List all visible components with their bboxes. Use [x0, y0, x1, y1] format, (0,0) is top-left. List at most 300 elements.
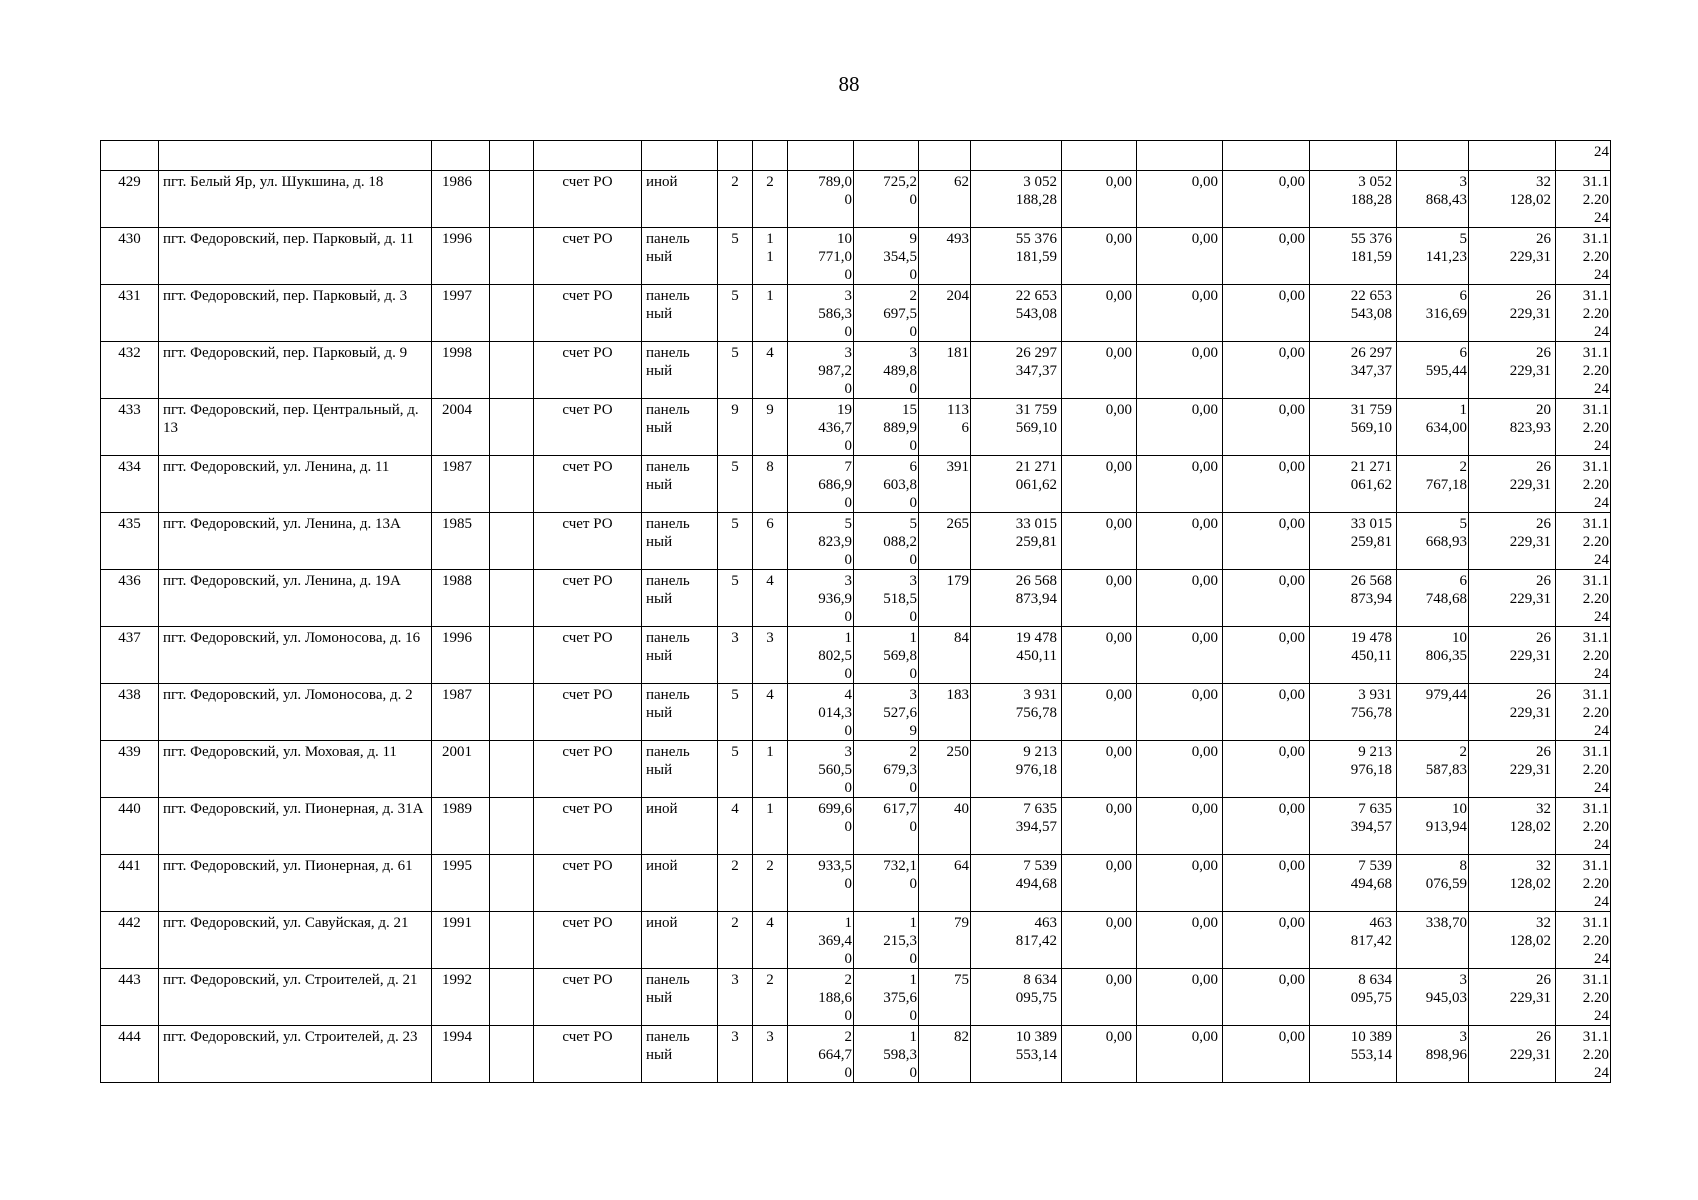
total-cost-cell: 10 389 553,14 [971, 1026, 1062, 1083]
year-cell: 1994 [432, 1026, 490, 1083]
completion-date-cell: 31.1 2.20 24 [1556, 570, 1611, 627]
row-number-cell: 438 [101, 684, 159, 741]
wall-material-cell: панель ный [642, 570, 718, 627]
entrances-cell: 2 [753, 171, 788, 228]
cost-cell: 0,00 [1062, 228, 1137, 285]
fund-cell: счет РО [534, 627, 642, 684]
empty-cell [490, 228, 534, 285]
total-area-cell: 19 436,7 0 [788, 399, 854, 456]
floors-cell: 3 [718, 627, 753, 684]
header-cell [1469, 141, 1556, 171]
cost-cell: 0,00 [1137, 627, 1223, 684]
header-last-cell: 24 [1556, 141, 1611, 171]
year-cell: 1988 [432, 570, 490, 627]
living-area-cell: 5 088,2 0 [854, 513, 919, 570]
total-cost-cell: 31 759 569,10 [971, 399, 1062, 456]
entrances-cell: 3 [753, 627, 788, 684]
cost-cell: 0,00 [1137, 171, 1223, 228]
total-cost-cell: 26 297 347,37 [971, 342, 1062, 399]
year-cell: 1987 [432, 456, 490, 513]
entrances-cell: 4 [753, 342, 788, 399]
cost-cell: 0,00 [1223, 570, 1310, 627]
wall-material-cell: иной [642, 798, 718, 855]
regional-fund-cost-cell: 8 634 095,75 [1310, 969, 1397, 1026]
address-cell: пгт. Федоровский, ул. Строителей, д. 23 [159, 1026, 432, 1083]
residents-cell: 181 [919, 342, 971, 399]
cost-cell: 0,00 [1223, 228, 1310, 285]
cost-cell: 0,00 [1223, 855, 1310, 912]
regional-fund-cost-cell: 55 376 181,59 [1310, 228, 1397, 285]
floors-cell: 2 [718, 912, 753, 969]
fund-cell: счет РО [534, 513, 642, 570]
unit-cost-cell: 10 806,35 [1397, 627, 1469, 684]
header-row [101, 141, 1611, 171]
floors-cell: 5 [718, 684, 753, 741]
row-number-cell: 444 [101, 1026, 159, 1083]
living-area-cell: 2 697,5 0 [854, 285, 919, 342]
header-cell [919, 141, 971, 171]
living-area-cell: 1 569,8 0 [854, 627, 919, 684]
floors-cell: 3 [718, 969, 753, 1026]
residents-cell: 493 [919, 228, 971, 285]
row-number-cell: 429 [101, 171, 159, 228]
limit-cost-cell: 26 229,31 [1469, 228, 1556, 285]
regional-fund-cost-cell: 7 539 494,68 [1310, 855, 1397, 912]
wall-material-cell: панель ный [642, 399, 718, 456]
limit-cost-cell: 26 229,31 [1469, 969, 1556, 1026]
wall-material-cell: панель ный [642, 342, 718, 399]
cost-cell: 0,00 [1062, 855, 1137, 912]
residents-cell: 84 [919, 627, 971, 684]
address-cell: пгт. Федоровский, ул. Ломоносова, д. 16 [159, 627, 432, 684]
limit-cost-cell: 26 229,31 [1469, 741, 1556, 798]
year-cell: 1991 [432, 912, 490, 969]
total-area-cell: 1 369,4 0 [788, 912, 854, 969]
year-cell: 1995 [432, 855, 490, 912]
fund-cell: счет РО [534, 456, 642, 513]
cost-cell: 0,00 [1223, 627, 1310, 684]
unit-cost-cell: 6 748,68 [1397, 570, 1469, 627]
total-area-cell: 1 802,5 0 [788, 627, 854, 684]
unit-cost-cell: 10 913,94 [1397, 798, 1469, 855]
unit-cost-cell: 6 595,44 [1397, 342, 1469, 399]
living-area-cell: 3 527,6 9 [854, 684, 919, 741]
residents-cell: 250 [919, 741, 971, 798]
regional-fund-cost-cell: 7 635 394,57 [1310, 798, 1397, 855]
total-area-cell: 3 987,2 0 [788, 342, 854, 399]
total-cost-cell: 21 271 061,62 [971, 456, 1062, 513]
empty-cell [490, 399, 534, 456]
residents-cell: 113 6 [919, 399, 971, 456]
header-cell [1062, 141, 1137, 171]
wall-material-cell: панель ный [642, 741, 718, 798]
regional-fund-cost-cell: 22 653 543,08 [1310, 285, 1397, 342]
living-area-cell: 15 889,9 0 [854, 399, 919, 456]
cost-cell: 0,00 [1062, 684, 1137, 741]
total-cost-cell: 463 817,42 [971, 912, 1062, 969]
completion-date-cell: 31.1 2.20 24 [1556, 627, 1611, 684]
year-cell: 2001 [432, 741, 490, 798]
cost-cell: 0,00 [1137, 228, 1223, 285]
table-row [101, 456, 1611, 513]
regional-fund-cost-cell: 19 478 450,11 [1310, 627, 1397, 684]
completion-date-cell: 31.1 2.20 24 [1556, 969, 1611, 1026]
fund-cell: счет РО [534, 342, 642, 399]
registry-table [100, 140, 1611, 1083]
floors-cell: 2 [718, 171, 753, 228]
unit-cost-cell: 3 898,96 [1397, 1026, 1469, 1083]
cost-cell: 0,00 [1062, 513, 1137, 570]
cost-cell: 0,00 [1062, 342, 1137, 399]
cost-cell: 0,00 [1137, 285, 1223, 342]
year-cell: 1989 [432, 798, 490, 855]
row-number-cell: 442 [101, 912, 159, 969]
cost-cell: 0,00 [1062, 741, 1137, 798]
total-area-cell: 933,5 0 [788, 855, 854, 912]
table-row [101, 570, 1611, 627]
floors-cell: 5 [718, 513, 753, 570]
row-number-cell: 431 [101, 285, 159, 342]
header-cell [753, 141, 788, 171]
completion-date-cell: 31.1 2.20 24 [1556, 798, 1611, 855]
table-row [101, 798, 1611, 855]
address-cell: пгт. Федоровский, ул. Пионерная, д. 31А [159, 798, 432, 855]
completion-date-cell: 31.1 2.20 24 [1556, 342, 1611, 399]
header-cell [1137, 141, 1223, 171]
header-cell [432, 141, 490, 171]
cost-cell: 0,00 [1062, 570, 1137, 627]
total-area-cell: 3 586,3 0 [788, 285, 854, 342]
table-row [101, 684, 1611, 741]
wall-material-cell: панель ный [642, 513, 718, 570]
cost-cell: 0,00 [1137, 1026, 1223, 1083]
cost-cell: 0,00 [1062, 798, 1137, 855]
total-cost-cell: 9 213 976,18 [971, 741, 1062, 798]
header-cell [971, 141, 1062, 171]
wall-material-cell: панель ный [642, 228, 718, 285]
floors-cell: 5 [718, 342, 753, 399]
total-cost-cell: 7 635 394,57 [971, 798, 1062, 855]
floors-cell: 5 [718, 228, 753, 285]
row-number-cell: 436 [101, 570, 159, 627]
cost-cell: 0,00 [1223, 285, 1310, 342]
year-cell: 1986 [432, 171, 490, 228]
total-area-cell: 789,0 0 [788, 171, 854, 228]
unit-cost-cell: 3 868,43 [1397, 171, 1469, 228]
cost-cell: 0,00 [1137, 513, 1223, 570]
completion-date-cell: 31.1 2.20 24 [1556, 456, 1611, 513]
cost-cell: 0,00 [1137, 855, 1223, 912]
year-cell: 1985 [432, 513, 490, 570]
entrances-cell: 1 [753, 285, 788, 342]
address-cell: пгт. Федоровский, ул. Пионерная, д. 61 [159, 855, 432, 912]
address-cell: пгт. Федоровский, ул. Моховая, д. 11 [159, 741, 432, 798]
header-cell [788, 141, 854, 171]
empty-cell [490, 741, 534, 798]
header-cell [1310, 141, 1397, 171]
entrances-cell: 4 [753, 912, 788, 969]
total-area-cell: 7 686,9 0 [788, 456, 854, 513]
total-area-cell: 2 188,6 0 [788, 969, 854, 1026]
header-cell [159, 141, 432, 171]
regional-fund-cost-cell: 463 817,42 [1310, 912, 1397, 969]
residents-cell: 183 [919, 684, 971, 741]
cost-cell: 0,00 [1137, 741, 1223, 798]
cost-cell: 0,00 [1223, 342, 1310, 399]
header-cell [1397, 141, 1469, 171]
regional-fund-cost-cell: 26 568 873,94 [1310, 570, 1397, 627]
residents-cell: 79 [919, 912, 971, 969]
address-cell: пгт. Федоровский, ул. Ленина, д. 19А [159, 570, 432, 627]
empty-cell [490, 1026, 534, 1083]
floors-cell: 9 [718, 399, 753, 456]
completion-date-cell: 31.1 2.20 24 [1556, 855, 1611, 912]
cost-cell: 0,00 [1062, 456, 1137, 513]
fund-cell: счет РО [534, 570, 642, 627]
total-area-cell: 4 014,3 0 [788, 684, 854, 741]
cost-cell: 0,00 [1137, 912, 1223, 969]
living-area-cell: 3 518,5 0 [854, 570, 919, 627]
cost-cell: 0,00 [1223, 456, 1310, 513]
header-cell [490, 141, 534, 171]
cost-cell: 0,00 [1223, 969, 1310, 1026]
total-cost-cell: 8 634 095,75 [971, 969, 1062, 1026]
living-area-cell: 725,2 0 [854, 171, 919, 228]
residents-cell: 391 [919, 456, 971, 513]
address-cell: пгт. Федоровский, пер. Парковый, д. 3 [159, 285, 432, 342]
header-cell [642, 141, 718, 171]
address-cell: пгт. Федоровский, ул. Строителей, д. 21 [159, 969, 432, 1026]
floors-cell: 5 [718, 741, 753, 798]
floors-cell: 5 [718, 285, 753, 342]
limit-cost-cell: 26 229,31 [1469, 342, 1556, 399]
living-area-cell: 617,7 0 [854, 798, 919, 855]
regional-fund-cost-cell: 9 213 976,18 [1310, 741, 1397, 798]
living-area-cell: 2 679,3 0 [854, 741, 919, 798]
address-cell: пгт. Белый Яр, ул. Шукшина, д. 18 [159, 171, 432, 228]
year-cell: 1996 [432, 627, 490, 684]
fund-cell: счет РО [534, 912, 642, 969]
fund-cell: счет РО [534, 399, 642, 456]
regional-fund-cost-cell: 21 271 061,62 [1310, 456, 1397, 513]
header-cell [854, 141, 919, 171]
cost-cell: 0,00 [1062, 399, 1137, 456]
entrances-cell: 1 1 [753, 228, 788, 285]
empty-cell [490, 513, 534, 570]
row-number-cell: 434 [101, 456, 159, 513]
empty-cell [490, 684, 534, 741]
cost-cell: 0,00 [1223, 399, 1310, 456]
wall-material-cell: панель ный [642, 456, 718, 513]
living-area-cell: 732,1 0 [854, 855, 919, 912]
total-area-cell: 699,6 0 [788, 798, 854, 855]
total-cost-cell: 22 653 543,08 [971, 285, 1062, 342]
unit-cost-cell: 5 668,93 [1397, 513, 1469, 570]
wall-material-cell: иной [642, 855, 718, 912]
living-area-cell: 3 489,8 0 [854, 342, 919, 399]
wall-material-cell: иной [642, 171, 718, 228]
cost-cell: 0,00 [1223, 1026, 1310, 1083]
total-cost-cell: 3 931 756,78 [971, 684, 1062, 741]
cost-cell: 0,00 [1137, 342, 1223, 399]
limit-cost-cell: 32 128,02 [1469, 798, 1556, 855]
cost-cell: 0,00 [1137, 456, 1223, 513]
empty-cell [490, 912, 534, 969]
entrances-cell: 4 [753, 570, 788, 627]
cost-cell: 0,00 [1137, 969, 1223, 1026]
fund-cell: счет РО [534, 855, 642, 912]
entrances-cell: 3 [753, 1026, 788, 1083]
cost-cell: 0,00 [1137, 570, 1223, 627]
empty-cell [490, 627, 534, 684]
unit-cost-cell: 8 076,59 [1397, 855, 1469, 912]
address-cell: пгт. Федоровский, пер. Центральный, д. 13 [159, 399, 432, 456]
residents-cell: 62 [919, 171, 971, 228]
unit-cost-cell: 1 634,00 [1397, 399, 1469, 456]
regional-fund-cost-cell: 3 931 756,78 [1310, 684, 1397, 741]
entrances-cell: 8 [753, 456, 788, 513]
fund-cell: счет РО [534, 228, 642, 285]
total-cost-cell: 7 539 494,68 [971, 855, 1062, 912]
completion-date-cell: 31.1 2.20 24 [1556, 741, 1611, 798]
entrances-cell: 1 [753, 798, 788, 855]
wall-material-cell: панель ный [642, 1026, 718, 1083]
year-cell: 1992 [432, 969, 490, 1026]
table-row [101, 513, 1611, 570]
year-cell: 2004 [432, 399, 490, 456]
completion-date-cell: 31.1 2.20 24 [1556, 285, 1611, 342]
cost-cell: 0,00 [1062, 285, 1137, 342]
row-number-cell: 435 [101, 513, 159, 570]
wall-material-cell: иной [642, 912, 718, 969]
fund-cell: счет РО [534, 684, 642, 741]
living-area-cell: 1 598,3 0 [854, 1026, 919, 1083]
empty-cell [490, 342, 534, 399]
address-cell: пгт. Федоровский, ул. Ломоносова, д. 2 [159, 684, 432, 741]
residents-cell: 75 [919, 969, 971, 1026]
entrances-cell: 1 [753, 741, 788, 798]
living-area-cell: 9 354,5 0 [854, 228, 919, 285]
table-row [101, 627, 1611, 684]
year-cell: 1998 [432, 342, 490, 399]
wall-material-cell: панель ный [642, 969, 718, 1026]
table-row [101, 912, 1611, 969]
entrances-cell: 6 [753, 513, 788, 570]
table-row [101, 855, 1611, 912]
row-number-cell: 433 [101, 399, 159, 456]
table-row [101, 171, 1611, 228]
total-area-cell: 2 664,7 0 [788, 1026, 854, 1083]
cost-cell: 0,00 [1223, 684, 1310, 741]
table-row [101, 228, 1611, 285]
empty-cell [490, 855, 534, 912]
cost-cell: 0,00 [1223, 171, 1310, 228]
residents-cell: 82 [919, 1026, 971, 1083]
unit-cost-cell: 2 767,18 [1397, 456, 1469, 513]
row-number-cell: 439 [101, 741, 159, 798]
limit-cost-cell: 26 229,31 [1469, 570, 1556, 627]
row-number-cell: 441 [101, 855, 159, 912]
empty-cell [490, 456, 534, 513]
row-number-cell: 443 [101, 969, 159, 1026]
empty-cell [490, 171, 534, 228]
regional-fund-cost-cell: 3 052 188,28 [1310, 171, 1397, 228]
address-cell: пгт. Федоровский, ул. Савуйская, д. 21 [159, 912, 432, 969]
empty-cell [490, 570, 534, 627]
unit-cost-cell: 338,70 [1397, 912, 1469, 969]
fund-cell: счет РО [534, 171, 642, 228]
table-row [101, 399, 1611, 456]
regional-fund-cost-cell: 33 015 259,81 [1310, 513, 1397, 570]
cost-cell: 0,00 [1223, 513, 1310, 570]
total-cost-cell: 19 478 450,11 [971, 627, 1062, 684]
residents-cell: 64 [919, 855, 971, 912]
year-cell: 1997 [432, 285, 490, 342]
cost-cell: 0,00 [1223, 741, 1310, 798]
cost-cell: 0,00 [1223, 798, 1310, 855]
total-area-cell: 5 823,9 0 [788, 513, 854, 570]
residents-cell: 40 [919, 798, 971, 855]
cost-cell: 0,00 [1062, 1026, 1137, 1083]
cost-cell: 0,00 [1137, 798, 1223, 855]
address-cell: пгт. Федоровский, пер. Парковый, д. 9 [159, 342, 432, 399]
table-row [101, 285, 1611, 342]
living-area-cell: 6 603,8 0 [854, 456, 919, 513]
floors-cell: 5 [718, 570, 753, 627]
table-row [101, 1026, 1611, 1083]
total-area-cell: 3 936,9 0 [788, 570, 854, 627]
living-area-cell: 1 375,6 0 [854, 969, 919, 1026]
cost-cell: 0,00 [1137, 684, 1223, 741]
floors-cell: 2 [718, 855, 753, 912]
header-cell [101, 141, 159, 171]
unit-cost-cell: 6 316,69 [1397, 285, 1469, 342]
table-row [101, 741, 1611, 798]
unit-cost-cell: 2 587,83 [1397, 741, 1469, 798]
residents-cell: 179 [919, 570, 971, 627]
wall-material-cell: панель ный [642, 684, 718, 741]
completion-date-cell: 31.1 2.20 24 [1556, 513, 1611, 570]
floors-cell: 5 [718, 456, 753, 513]
cost-cell: 0,00 [1223, 912, 1310, 969]
total-cost-cell: 33 015 259,81 [971, 513, 1062, 570]
fund-cell: счет РО [534, 1026, 642, 1083]
row-number-cell: 432 [101, 342, 159, 399]
empty-cell [490, 798, 534, 855]
row-number-cell: 430 [101, 228, 159, 285]
empty-cell [490, 969, 534, 1026]
limit-cost-cell: 26 229,31 [1469, 285, 1556, 342]
fund-cell: счет РО [534, 969, 642, 1026]
wall-material-cell: панель ный [642, 627, 718, 684]
row-number-cell: 440 [101, 798, 159, 855]
regional-fund-cost-cell: 31 759 569,10 [1310, 399, 1397, 456]
cost-cell: 0,00 [1062, 627, 1137, 684]
empty-cell [490, 285, 534, 342]
completion-date-cell: 31.1 2.20 24 [1556, 1026, 1611, 1083]
address-cell: пгт. Федоровский, ул. Ленина, д. 13А [159, 513, 432, 570]
completion-date-cell: 31.1 2.20 24 [1556, 399, 1611, 456]
limit-cost-cell: 32 128,02 [1469, 855, 1556, 912]
completion-date-cell: 31.1 2.20 24 [1556, 228, 1611, 285]
residents-cell: 265 [919, 513, 971, 570]
total-cost-cell: 26 568 873,94 [971, 570, 1062, 627]
unit-cost-cell: 3 945,03 [1397, 969, 1469, 1026]
year-cell: 1996 [432, 228, 490, 285]
page-number: 88 [838, 72, 860, 96]
regional-fund-cost-cell: 26 297 347,37 [1310, 342, 1397, 399]
address-cell: пгт. Федоровский, ул. Ленина, д. 11 [159, 456, 432, 513]
